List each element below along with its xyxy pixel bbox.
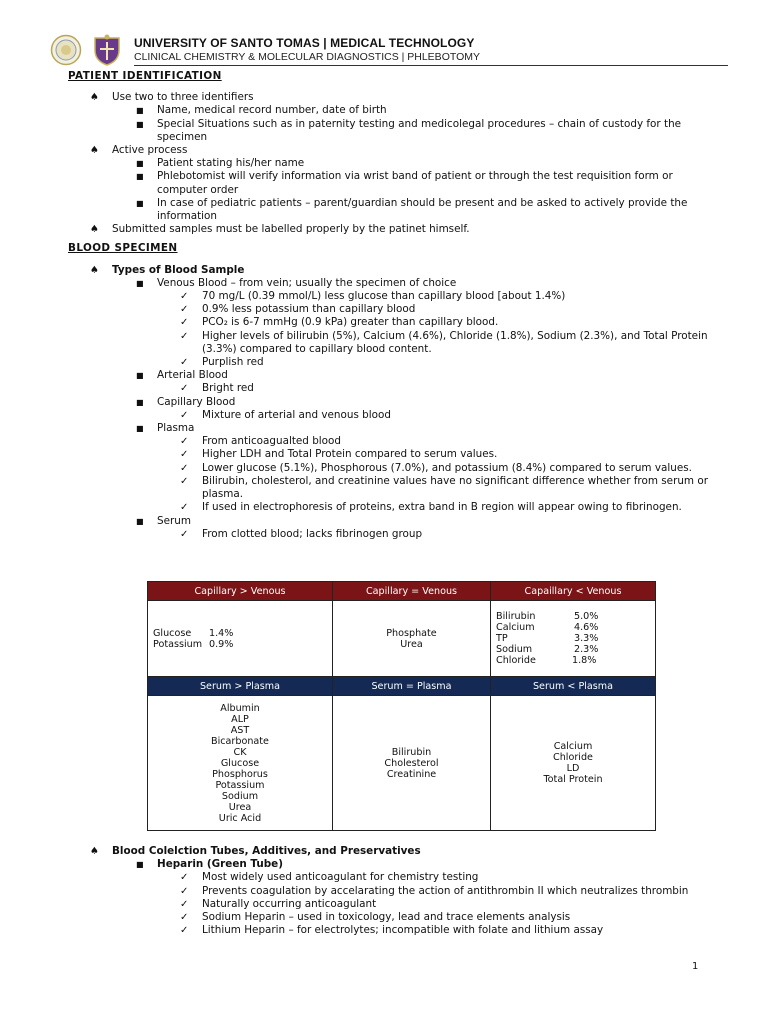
tubes-list xyxy=(68,845,708,937)
value-pair: Glucose 1.4% xyxy=(153,627,234,639)
checkmark-icon: ✓ xyxy=(180,898,189,910)
table-header-row xyxy=(148,582,656,601)
table-cell: Bilirubin Cholesterol Creatinine xyxy=(333,696,491,831)
list-item: ♠ Types of Blood Sample xyxy=(90,263,245,276)
checkmark-icon: ✓ xyxy=(180,304,189,316)
list-item: ✓ Bright red xyxy=(180,382,254,395)
page-header xyxy=(48,32,728,68)
list-item: ♠ Active process xyxy=(90,144,188,157)
square-bullet-icon: ■ xyxy=(136,159,144,169)
header-title: UNIVERSITY OF SANTO TOMAS | MEDICAL TECHNOLOGY xyxy=(134,36,475,50)
square-bullet-icon: ■ xyxy=(136,106,144,116)
value-pair: Bilirubin 5.0% xyxy=(496,611,599,622)
list-item: ✓ 0.9% less potassium than capillary blood xyxy=(180,303,416,316)
list-item: ✓ Purplish red xyxy=(180,356,264,369)
list-item: ♠ Use two to three identifiers xyxy=(90,91,254,104)
list-item: ✓ From clotted blood; lacks fibrinogen group xyxy=(180,527,423,540)
list-item: ■ Venous Blood – from vein; usually the specimen of choice xyxy=(136,276,457,289)
checkmark-icon: ✓ xyxy=(180,357,189,369)
checkmark-icon: ✓ xyxy=(180,449,189,461)
table-header-cell: Serum > Plasma xyxy=(148,677,333,696)
tubes-section xyxy=(68,845,708,937)
checkmark-icon: ✓ xyxy=(180,409,189,421)
list-item: ✓ If used in electrophoresis of proteins, extra band in B region will appear owing to fibrinogen. xyxy=(180,501,682,514)
table-cell xyxy=(491,601,656,677)
list-item: ■ Phlebotomist will verify information via wrist band of patient or through the test requisition form or computer order xyxy=(136,170,673,196)
checkmark-icon: ✓ xyxy=(180,291,189,303)
list-item: ✓ PCO₂ is 6-7 mmHg (0.9 kPa) greater than capillary blood. xyxy=(180,316,499,329)
square-bullet-icon: ■ xyxy=(136,516,144,526)
section-heading-patient-id: PATIENT IDENTIFICATION xyxy=(68,70,222,82)
list-item: ✓ Higher levels of bilirubin (5%), Calcium (4.6%), Chloride (1.8%), Sodium (2.3%), and Total Protein (3.3%) compared to capillary blood content. xyxy=(180,329,708,355)
list-item: ■ Arterial Blood xyxy=(136,369,228,382)
spade-bullet-icon: ♠ xyxy=(90,264,99,276)
checkmark-icon: ✓ xyxy=(180,436,189,448)
header-divider xyxy=(134,65,728,66)
checkmark-icon: ✓ xyxy=(180,475,189,487)
list-item: ■ Patient stating his/her name xyxy=(136,157,305,170)
spade-bullet-icon: ♠ xyxy=(90,224,99,236)
table-row xyxy=(148,696,656,831)
patient-id-list xyxy=(68,91,708,236)
list-item: ✓ Higher LDH and Total Protein compared to serum values. xyxy=(180,448,498,461)
value-pair: TP 3.3% xyxy=(496,633,599,644)
square-bullet-icon: ■ xyxy=(136,119,144,129)
list-item: ✓ From anticoagualted blood xyxy=(180,435,341,448)
list-item: ■ Name, medical record number, date of birth xyxy=(136,104,387,117)
table-cell: Albumin ALP AST Bicarbonate CK Glucose Phosphorus Potassium Sodium Urea Uric Acid xyxy=(148,696,333,831)
list-item: ✓ Prevents coagulation by accelarating the action of antithrombin II which neutralizes thrombin xyxy=(180,884,689,897)
checkmark-icon: ✓ xyxy=(180,912,189,924)
list-item: ✓ Lower glucose (5.1%), Phosphorous (7.0%), and potassium (8.4%) compared to serum values. xyxy=(180,461,692,474)
section-heading-blood-specimen: BLOOD SPECIMEN xyxy=(68,242,178,255)
main-content xyxy=(68,70,708,541)
square-bullet-icon: ■ xyxy=(136,278,144,288)
list-item: ✓ Most widely used anticoagulant for chemistry testing xyxy=(180,871,479,884)
table-header-cell: Serum < Plasma xyxy=(491,677,656,696)
checkmark-icon: ✓ xyxy=(180,872,189,884)
square-bullet-icon: ■ xyxy=(136,172,144,182)
blood-specimen-list xyxy=(68,264,708,541)
checkmark-icon: ✓ xyxy=(180,528,189,540)
list-item: ✓ Mixture of arterial and venous blood xyxy=(180,408,391,421)
table-header-row xyxy=(148,677,656,696)
list-item: ✓ Bilirubin, cholesterol, and creatinine values have no significant difference whether from serum or plasma. xyxy=(180,474,708,501)
table-cell: Phosphate Urea xyxy=(333,601,491,677)
table-cell: Calcium Chloride LD Total Protein xyxy=(491,696,656,831)
table-header-cell: Capaillary < Venous xyxy=(491,582,656,601)
spade-bullet-icon: ♠ xyxy=(90,145,99,157)
value-pair: Sodium 2.3% xyxy=(496,644,599,655)
list-item: ♠ Submitted samples must be labelled properly by the patinet himself. xyxy=(90,223,470,236)
value-pair: Chloride 1.8% xyxy=(496,655,597,666)
square-bullet-icon: ■ xyxy=(136,198,144,208)
square-bullet-icon: ■ xyxy=(136,424,144,434)
square-bullet-icon: ■ xyxy=(136,860,144,870)
table-row xyxy=(148,601,656,677)
list-item: ■ Special Situations such as in paternity testing and medicolegal procedures – chain of custody for the specimen xyxy=(136,117,682,143)
list-item: ■ Capillary Blood xyxy=(136,395,236,408)
university-seal-logo xyxy=(48,34,84,66)
page-number: 1 xyxy=(692,961,699,972)
college-crest-logo xyxy=(92,34,122,66)
table-header-cell: Capillary > Venous xyxy=(148,582,333,601)
value-pair: Calcium 4.6% xyxy=(496,622,599,633)
comparison-table xyxy=(147,581,656,831)
checkmark-icon: ✓ xyxy=(180,330,189,342)
header-subtitle: CLINICAL CHEMISTRY & MOLECULAR DIAGNOSTICS | PHLEBOTOMY xyxy=(134,51,480,63)
list-item: ✓ Naturally occurring anticoagulant xyxy=(180,897,377,910)
list-item: ✓ 70 mg/L (0.39 mmol/L) less glucose than capillary blood [about 1.4%) xyxy=(180,290,566,303)
checkmark-icon: ✓ xyxy=(180,502,189,514)
list-item: ■ Plasma xyxy=(136,422,195,435)
table-header-cell: Serum = Plasma xyxy=(333,677,491,696)
checkmark-icon: ✓ xyxy=(180,885,189,897)
list-item: ■ Heparin (Green Tube) xyxy=(136,858,283,871)
checkmark-icon: ✓ xyxy=(180,462,189,474)
list-item: ✓ Sodium Heparin – used in toxicology, lead and trace elements analysis xyxy=(180,911,571,924)
square-bullet-icon: ■ xyxy=(136,371,144,381)
checkmark-icon: ✓ xyxy=(180,317,189,329)
spade-bullet-icon: ♠ xyxy=(90,92,99,104)
spade-bullet-icon: ♠ xyxy=(90,846,99,857)
table-cell xyxy=(148,601,333,677)
list-item: ♠ Blood Colelction Tubes, Additives, and Preservatives xyxy=(90,845,421,857)
list-item: ■ In case of pediatric patients – parent/guardian should be present and be asked to actively provide the information xyxy=(136,196,688,223)
checkmark-icon: ✓ xyxy=(180,925,189,937)
list-item: ✓ Lithium Heparin – for electrolytes; incompatible with folate and lithium assay xyxy=(180,924,604,937)
square-bullet-icon: ■ xyxy=(136,397,144,407)
table-header-cell: Capillary = Venous xyxy=(333,582,491,601)
checkmark-icon: ✓ xyxy=(180,383,189,395)
list-item: ■ Serum xyxy=(136,514,191,527)
value-pair: Potassium 0.9% xyxy=(153,638,234,650)
